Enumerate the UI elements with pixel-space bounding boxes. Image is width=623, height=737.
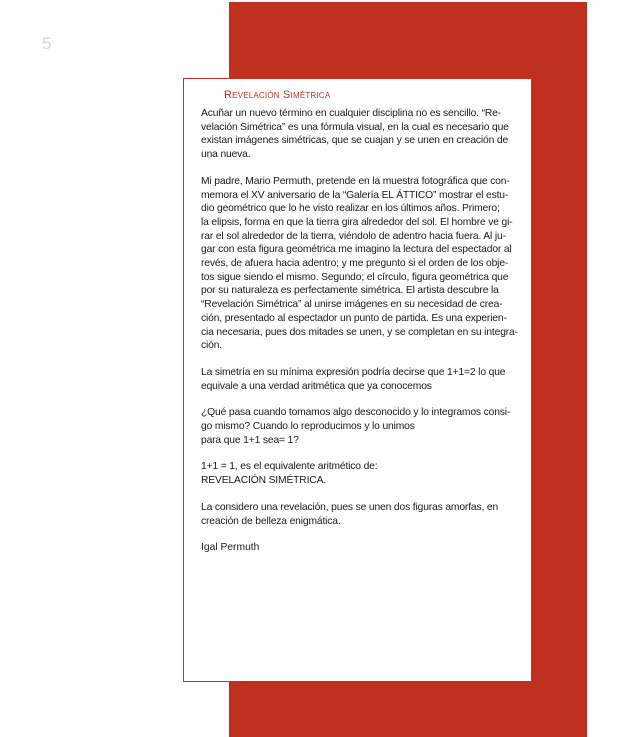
author-signature: Igal Permuth: [201, 542, 260, 554]
paragraph-equation: 1+1 = 1, es el equivalente aritmético de: REVELACIÓN SIMÉTRICA.: [201, 461, 378, 487]
article-title: Revelación Simétrica: [224, 89, 331, 101]
page-number: 5: [42, 34, 52, 53]
paragraph-symmetry: La simetría en su mínima expresión podría decirse que 1+1=2 lo que equivale a una verdad aritmética que ya conocemos: [201, 366, 506, 392]
paragraph-question: ¿Qué pasa cuando tomamos algo desconocido y lo integramos consi- go mismo? Cuando lo reproducimos y lo unimos para que 1+1 sea= 1?: [201, 407, 511, 446]
paragraph-exhibition: Mi padre, Mario Permuth, pretende en la muestra fotográfica que con- memora el XV aniversario de la “Galería EL ÁTTICO” mostrar el estu- dio geométrico que lo he visto realizar en los últimos años. Primero; la elipsis, forma en que la tierra gira alrededor del sol. El hombre ve gi- rar el sol alrededor de la tierra, viéndolo de adentro hacia fuera. Al ju- gar con esta figura geométrica me imagino la lectura del espectador al revés, de afuera hacia adentro; y me pregunto si el orden de los obje- tos sigue siendo el mismo. Segundo; el círculo, figura geométrica que por su naturaleza es perfectamente simétrica. El artista descubre la “Revelación Simétrica” al unirse imágenes en su necesidad de crea- ción, presentado al espectador un punto de partida. Es una experien- cia necesaria, pues dos mitades se unen, y se completan en su integra- ción.: [201, 175, 518, 352]
article-card: [183, 78, 532, 682]
paragraph-conclusion: La considero una revelación, pues se unen dos figuras amorfas, en creación de belleza enigmática.: [201, 501, 499, 527]
paragraph-intro: Acuñar un nuevo término en cualquier disciplina no es sencillo. “Re- velación Simétrica” es una fórmula visual, en la cual es necesario que existan imágenes simétricas, que se cuajan y se unen en creación de una nueva.: [201, 108, 509, 161]
